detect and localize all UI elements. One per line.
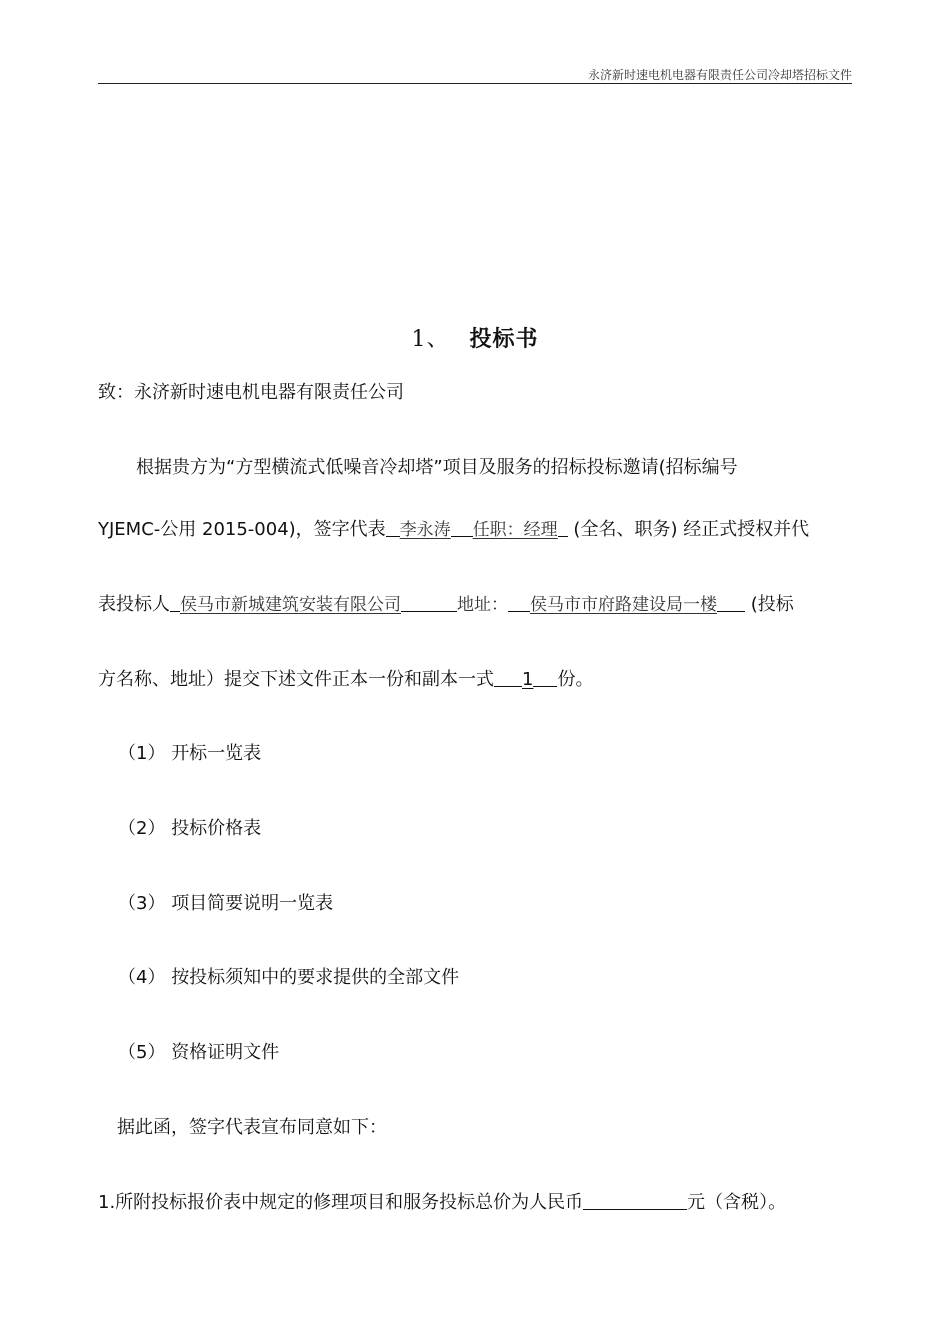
representative-name: 李永涛 (399, 520, 451, 540)
line3-suffix: (投标 (750, 594, 794, 615)
blank-line (494, 668, 522, 687)
price-blank (583, 1191, 687, 1210)
clause-1-suffix: 元（含税）。 (687, 1192, 787, 1213)
blank-line (386, 518, 400, 537)
paragraph-line-2 (98, 518, 809, 542)
list-item-text: 按投标须知中的要求提供的全部文件 (171, 967, 460, 988)
page-header: 永济新时速电机电器有限责任公司冷却塔招标文件 (587, 68, 852, 82)
paragraph-line-3 (98, 593, 794, 617)
blank-line (558, 518, 568, 537)
clause-1 (98, 1191, 786, 1215)
line3-prefix: 表投标人 (98, 594, 170, 615)
line4-suffix: 份。 (557, 669, 594, 690)
salutation: 致：永济新时速电机电器有限责任公司 (98, 382, 404, 403)
bidder-name: 侯马市新城建筑安装有限公司 (180, 595, 401, 615)
blank-line (170, 593, 180, 612)
paragraph-line-4 (98, 668, 593, 692)
list-item-text: 项目简要说明一览表 (171, 893, 334, 914)
list-item-text: 投标价格表 (171, 818, 262, 839)
line2-suffix: (全名、职务) 经正式授权并代 (573, 519, 810, 540)
bidder-address: 侯马市市府路建设局一楼 (530, 595, 717, 615)
list-item (118, 966, 459, 990)
list-item-number: （5） (118, 1042, 166, 1063)
section-title-text: 投标书 (469, 327, 539, 352)
list-item-number: （2） (118, 818, 166, 839)
list-item (118, 817, 261, 841)
line4-prefix: 方名称、地址）提交下述文件正本一份和副本一式 (98, 669, 494, 690)
blank-line (401, 593, 457, 612)
copies-count: 1 (522, 669, 534, 690)
paragraph-line-1: 根据贵方为“方型横流式低噪音冷却塔”项目及服务的招标投标邀请(招标编号 (136, 457, 738, 478)
list-item (118, 1041, 279, 1065)
header-divider (98, 83, 852, 84)
section-number: 1、 (411, 327, 450, 352)
list-item-number: （1） (118, 743, 166, 764)
list-item-text: 开标一览表 (171, 743, 262, 764)
blank-line (451, 518, 473, 537)
list-item-text: 资格证明文件 (171, 1042, 280, 1063)
blank-line (717, 593, 745, 612)
blank-line (508, 593, 530, 612)
representative-position: 任职：经理 (472, 520, 558, 540)
list-item (118, 892, 333, 916)
address-label: 地址： (457, 595, 508, 615)
section-title (0, 322, 950, 353)
list-item-number: （4） (118, 967, 166, 988)
list-item-number: （3） (118, 893, 166, 914)
line2-prefix: YJEMC-公用 2015-004)，签字代表 (98, 519, 386, 540)
blank-line (533, 668, 557, 687)
clause-1-prefix: 1.所附投标报价表中规定的修理项目和服务投标总价为人民币 (98, 1192, 584, 1213)
declaration: 据此函，签字代表宣布同意如下： (117, 1117, 387, 1138)
list-item (118, 742, 261, 766)
